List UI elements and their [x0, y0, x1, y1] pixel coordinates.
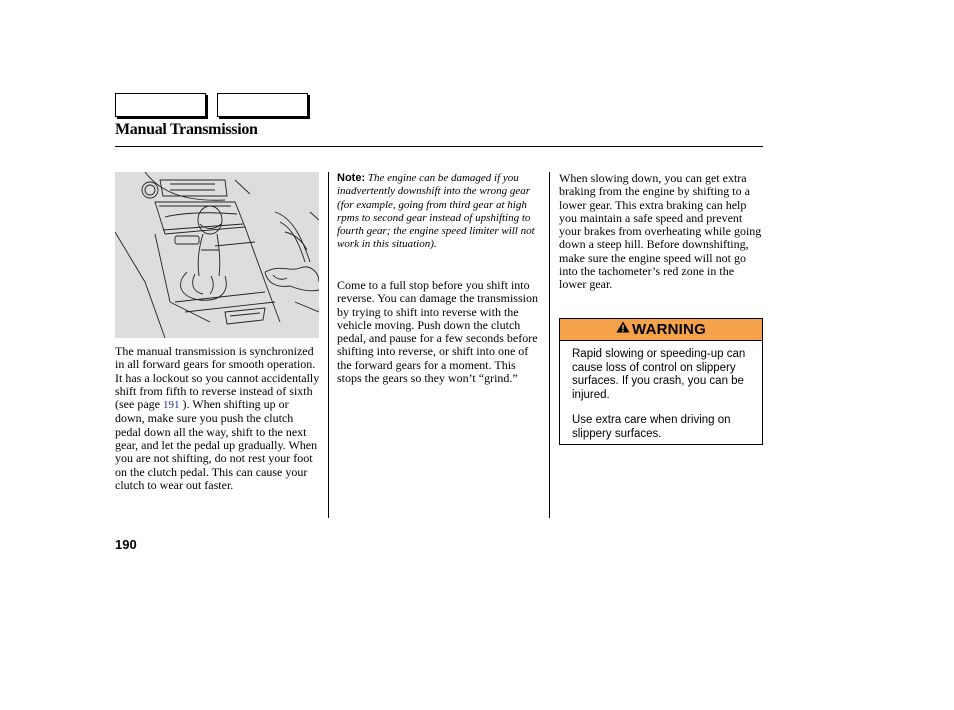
- description-text-start: The manual transmission is synchronized in all forward gears for smooth operation. It has a lockout so you cannot accidentally shift from fifth to reverse instead of sixth (see page: [115, 344, 320, 412]
- reverse-shift-paragraph: Come to a full stop before you shift into reverse. You can damage the transmission by trying to shift into reverse with the vehicle moving. Push down the clutch pedal, and pause for a few seconds before shifting into reverse, or shift into one of the forward gears for a moment. This stops the gears so they won’t “grind.”: [337, 278, 538, 386]
- warning-body: [560, 341, 762, 441]
- note-label: Note:: [337, 172, 366, 184]
- transmission-description: [115, 345, 321, 492]
- warning-title: WARNING: [632, 321, 706, 338]
- downshift-paragraph: When slowing down, you can get extra braking from the engine by shifting to a lower gear. This extra braking can help you maintain a safe speed and prevent your brakes from overheating while going down a steep hill. Before downshifting, make sure the engine speed will not go into the tachometer’s red zone in the lower gear.: [559, 171, 762, 292]
- warning-box: [559, 318, 763, 445]
- page-reference-link[interactable]: 191: [162, 399, 180, 412]
- engine-damage-note: [337, 172, 545, 252]
- page-title: Manual Transmission: [115, 121, 258, 138]
- note-text: The engine can be damaged if you inadvertently downshift into the wrong gear (for example, going from third gear at high rpms to second gear instead of upshifting to fourth gear; the engine speed limiter will not work in this situation).: [337, 172, 535, 251]
- gear-shift-illustration: [115, 172, 319, 338]
- warning-line-2: Use extra care when driving on slippery surfaces.: [572, 414, 731, 440]
- warning-triangle-icon: [616, 318, 630, 339]
- column-divider-2: [549, 172, 550, 518]
- column-divider-1: [328, 172, 329, 518]
- nav-button-1[interactable]: [115, 93, 206, 117]
- warning-header: [560, 319, 762, 341]
- title-rule: [115, 146, 763, 147]
- description-text-end: ). When shifting up or down, make sure you push the clutch pedal down all the way, shift to the next gear, and let the pedal up gradually. When you are not shifting, do not rest your foot on the clutch pedal. This can cause your clutch to wear out faster.: [115, 397, 318, 492]
- warning-line-1: Rapid slowing or speeding-up can cause loss of control on slippery surfaces. If you crash, you can be injured.: [572, 348, 746, 401]
- page-number: 190: [115, 537, 137, 552]
- nav-button-2[interactable]: [217, 93, 308, 117]
- gear-shift-drawing: [115, 172, 319, 338]
